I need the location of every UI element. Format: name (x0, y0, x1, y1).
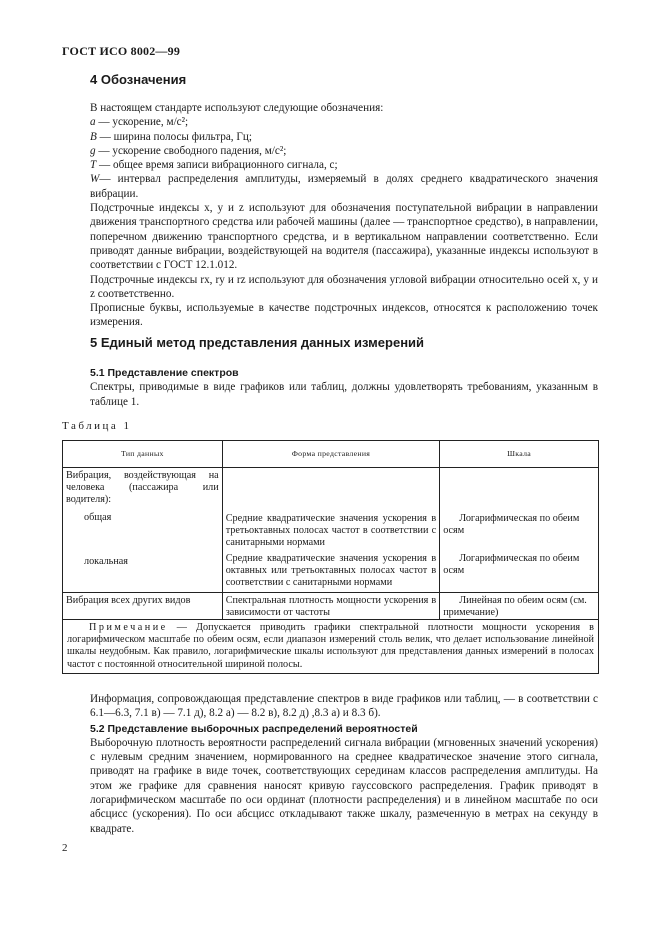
table-note (63, 620, 599, 674)
section-5-title: 5 Единый метод представления данных измерений (90, 335, 425, 350)
table-group-label: Вибрация, воздействующая на человека (пассажира или водителя): (66, 470, 219, 505)
section-5-after-table (90, 692, 598, 836)
section-5-1-text: Спектры, приводимые в виде графиков или таблиц, должны удовлетворять требованиям, указанным в таблице 1. (90, 381, 598, 408)
table-note-text: — Допускается приводить графики спектральной плотности мощности ускорения в логарифмическом масштабе по обеим осям, если диапазон измерений столь велик, что делает использование линейной шкалы неудобным. Как правило, логарифмические шкалы используют для представления данных измерений в полосах частот с постоянной относительной шириной полосы. (67, 622, 594, 670)
definition-a: a — ускорение, м/с²; (90, 116, 189, 129)
section-4-title: 4 Обозначения (90, 72, 187, 87)
table-note-row (63, 620, 599, 674)
table-cell-form (222, 468, 439, 593)
section-4-paragraph-indices: Подстрочные индексы x, y и z используют для обозначения поступательной вибрации в направлении движения транспортного средства или рабочей машины (далее — транспортное средство), в направлении, поперечном движению транспортного средства, и в вертикальном направлении соответственно. Если приводят данные вибрации, воздействующей на водителя (пассажира), указанные индексы используют в соответствии с ГОСТ 12.1.012. (90, 202, 598, 272)
table-row-general-scale: Логарифмическая по обеим осям (443, 513, 580, 536)
table-1 (62, 440, 599, 674)
after-table-text: Информация, сопровождающая представление спектров в виде графиков или таблиц, — в соответствии с 6.1—6.3, 7.1 в) — 7.1 д), 8.2 а) — 8.2 в), 8.2 д) ,8.3 а) и 8.3 б). (90, 693, 598, 720)
table-row (63, 468, 599, 593)
table-header-type: Тип данных (63, 441, 223, 468)
table-cell-type (63, 468, 223, 593)
section-5-2-title: 5.2 Представление выборочных распределений вероятностей (90, 722, 418, 735)
page-number: 2 (62, 842, 68, 854)
table-row-local-type: локальная (84, 556, 128, 567)
table-row-other-type: Вибрация всех других видов (63, 593, 223, 620)
section-5-2-text: Выборочную плотность вероятности распределений сигнала вибрации (мгновенных значений ускорения) с нулевым средним значением, нормированного на среднее квадратическое значение этого сигнала, приводят на графике в виде точек, соответствующих серединам классов распределения амплитуды. На этом же графике для сравнения наносят кривую гауссовского распределения. График приводят в логарифмическом масштабе по оси ординат (плотности распределения) и в линейном масштабе по оси абсцисс (ускорения). По оси абсцисс откладывают также шкалу, размеченную в метрах на секунду в квадрате. (90, 736, 598, 835)
table-row-other-scale: Линейная по обеим осям (см. примечание) (440, 593, 599, 620)
section-4-paragraph-angular: Подстрочные индексы rx, ry и rz используют для обозначения угловой вибрации относительно осей x, y и z соответственно. (90, 273, 598, 300)
definition-g: g — ускорение свободного падения, м/с²; (90, 144, 287, 157)
table-header-scale: Шкала (440, 441, 599, 468)
table-row-local-form: Средние квадратические значения ускорения в октавных или третьоктавных полосах частот в соответствии с санитарными нормами (225, 553, 437, 588)
definition-b: B — ширина полосы фильтра, Гц; (90, 130, 252, 143)
document-header: ГОСТ ИСО 8002—99 (62, 44, 181, 58)
table-row-general-type: общая (84, 512, 112, 523)
section-5-1 (90, 366, 598, 409)
section-4-intro: В настоящем стандарте используют следующие обозначения: (90, 102, 384, 114)
table-note-label: Примечание (89, 622, 168, 633)
section-4-paragraph-uppercase: Прописные буквы, используемые в качестве подстрочных индексов, относятся к расположению точек измерения. (90, 302, 598, 329)
table-row-general-form: Средние квадратические значения ускорения в третьоктавных полосах частот в соответствии с санитарными нормами (225, 513, 437, 548)
definition-t: T — общее время записи вибрационного сигнала, с; (90, 159, 338, 172)
table-caption: Таблица 1 (62, 420, 132, 432)
section-5-1-title: 5.1 Представление спектров (90, 367, 239, 379)
table-cell-scale (440, 468, 599, 593)
table-row-local-scale: Логарифмическая по обеим осям (443, 553, 580, 576)
table-header-form: Форма представления (222, 441, 439, 468)
section-4-body (90, 101, 598, 330)
definition-w: W— интервал распределения амплитуды, измеряемый в долях среднего квадратического значения вибрации. (90, 173, 598, 200)
table-row-other-form: Спектральная плотность мощности ускорения в зависимости от частоты (222, 593, 439, 620)
table-header-row (63, 441, 599, 468)
table-row (63, 593, 599, 620)
